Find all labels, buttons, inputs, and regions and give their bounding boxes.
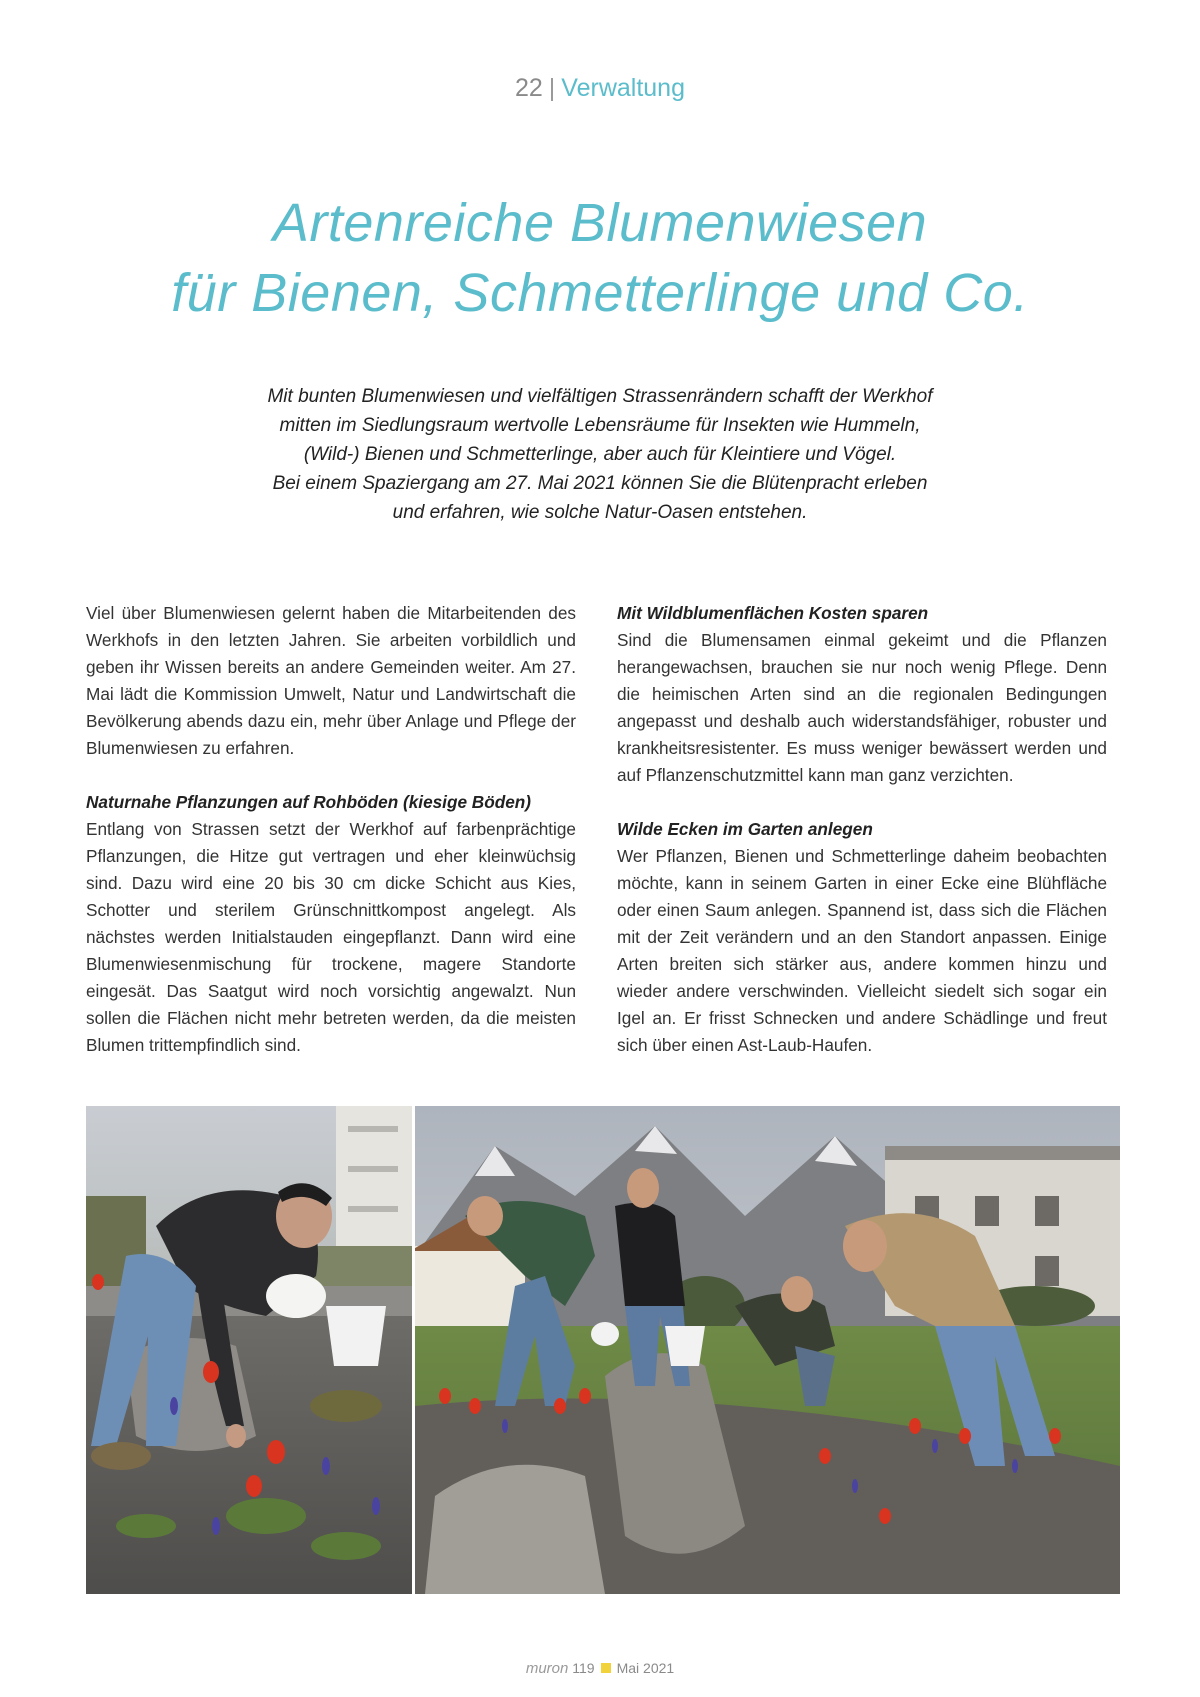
magazine-name: muron — [525, 1660, 569, 1677]
section3-heading: Wilde Ecken im Garten anlegen — [617, 819, 873, 839]
page-header — [0, 74, 1200, 103]
section1-heading: Naturnahe Pflanzungen auf Rohböden (kiesige Böden) — [86, 792, 531, 812]
section-name: Verwaltung — [561, 74, 685, 102]
section3-paragraph: Wer Pflanzen, Bienen und Schmetterlinge daheim beobachten möchte, kann in seinem Garten in einer Ecke eine Blühfläche oder einen Saum anlegen. Spannend ist, dass sich die Flächen mit der Zeit verändern und an den Standort anpassen. Einige Arten breiten sich stärker aus, andere kommen hinzu und wieder andere verschwinden. Vielleicht siedelt sich sogar ein Igel an. Er frisst Schnecken und andere Schädlinge und freut sich über einen Ast-Laub-Haufen. — [617, 846, 1107, 1055]
lead-line-5: und erfahren, wie solche Natur-Oasen entstehen. — [392, 502, 808, 523]
title-line-2: für Bienen, Schmetterlinge und Co. — [171, 263, 1029, 323]
page-footer — [0, 1660, 1200, 1677]
article-column-right — [617, 600, 1107, 1059]
article-lead — [150, 382, 1050, 527]
photo-strip — [86, 1106, 1120, 1594]
section1-paragraph: Entlang von Strassen setzt der Werkhof auf farbenprächtige Pflanzungen, die Hitze gut vertragen und eher kleinwüchsig sind. Dazu wird eine 20 bis 30 cm dicke Schicht aus Kies, Schotter und sterilem Grünschnittkompost angelegt. Als nächstes werden Initialstauden eingepflanzt. Dann wird eine Blumenwiesenmischung für trockene, magere Standorte eingesät. Das Saatgut wird noch vorsichtig angewalzt. Nun sollen die Flächen nicht mehr betreten werden, da die meisten Blumen trittempfindlich sind. — [86, 819, 576, 1055]
lead-line-1: Mit bunten Blumenwiesen und vielfältigen Strassenrändern schafft der Werkhof — [267, 386, 933, 407]
intro-paragraph: Viel über Blumenwiesen gelernt haben die Mitarbeitenden des Werkhofs in den letzten Jahren. Sie arbeiten vorbildlich und geben ihr Wissen bereits an andere Gemeinden weiter. Am 27. Mai lädt die Kommission Umwelt, Natur und Landwirtschaft die Bevölkerung abends dazu ein, mehr über Anlage und Pflege der Blumenwiesen zu erfahren. — [86, 603, 576, 758]
title-line-1: Artenreiche Blumenwiesen — [272, 193, 928, 253]
issue-date: Mai 2021 — [616, 1660, 675, 1676]
photo-worker-planting — [86, 1106, 412, 1594]
lead-line-4: Bei einem Spaziergang am 27. Mai 2021 können Sie die Blütenpracht erleben — [272, 473, 928, 494]
issue-number: 119 — [572, 1660, 595, 1676]
page-number: 22 — [514, 74, 543, 102]
article-title — [0, 188, 1200, 328]
article-column-left — [86, 600, 576, 1059]
photo-group-planting — [415, 1106, 1120, 1594]
lead-line-3: (Wild-) Bienen und Schmetterlinge, aber auch für Kleintiere und Vögel. — [303, 444, 897, 465]
header-separator: | — [548, 74, 556, 102]
footer-square-icon — [601, 1663, 611, 1673]
section2-paragraph: Sind die Blumensamen einmal gekeimt und die Pflanzen herangewachsen, brauchen sie nur noch wenig Pflege. Denn die heimischen Arten sind an die regionalen Bedingungen angepasst und deshalb auch widerstandsfähiger, robuster und krankheitsresistenter. Es muss weniger bewässert werden und auf Pflanzenschutzmittel kann man ganz verzichten. — [617, 630, 1107, 785]
section2-heading: Mit Wildblumenflächen Kosten sparen — [617, 603, 929, 623]
lead-line-2: mitten im Siedlungsraum wertvolle Lebensräume für Insekten wie Hummeln, — [279, 415, 921, 436]
